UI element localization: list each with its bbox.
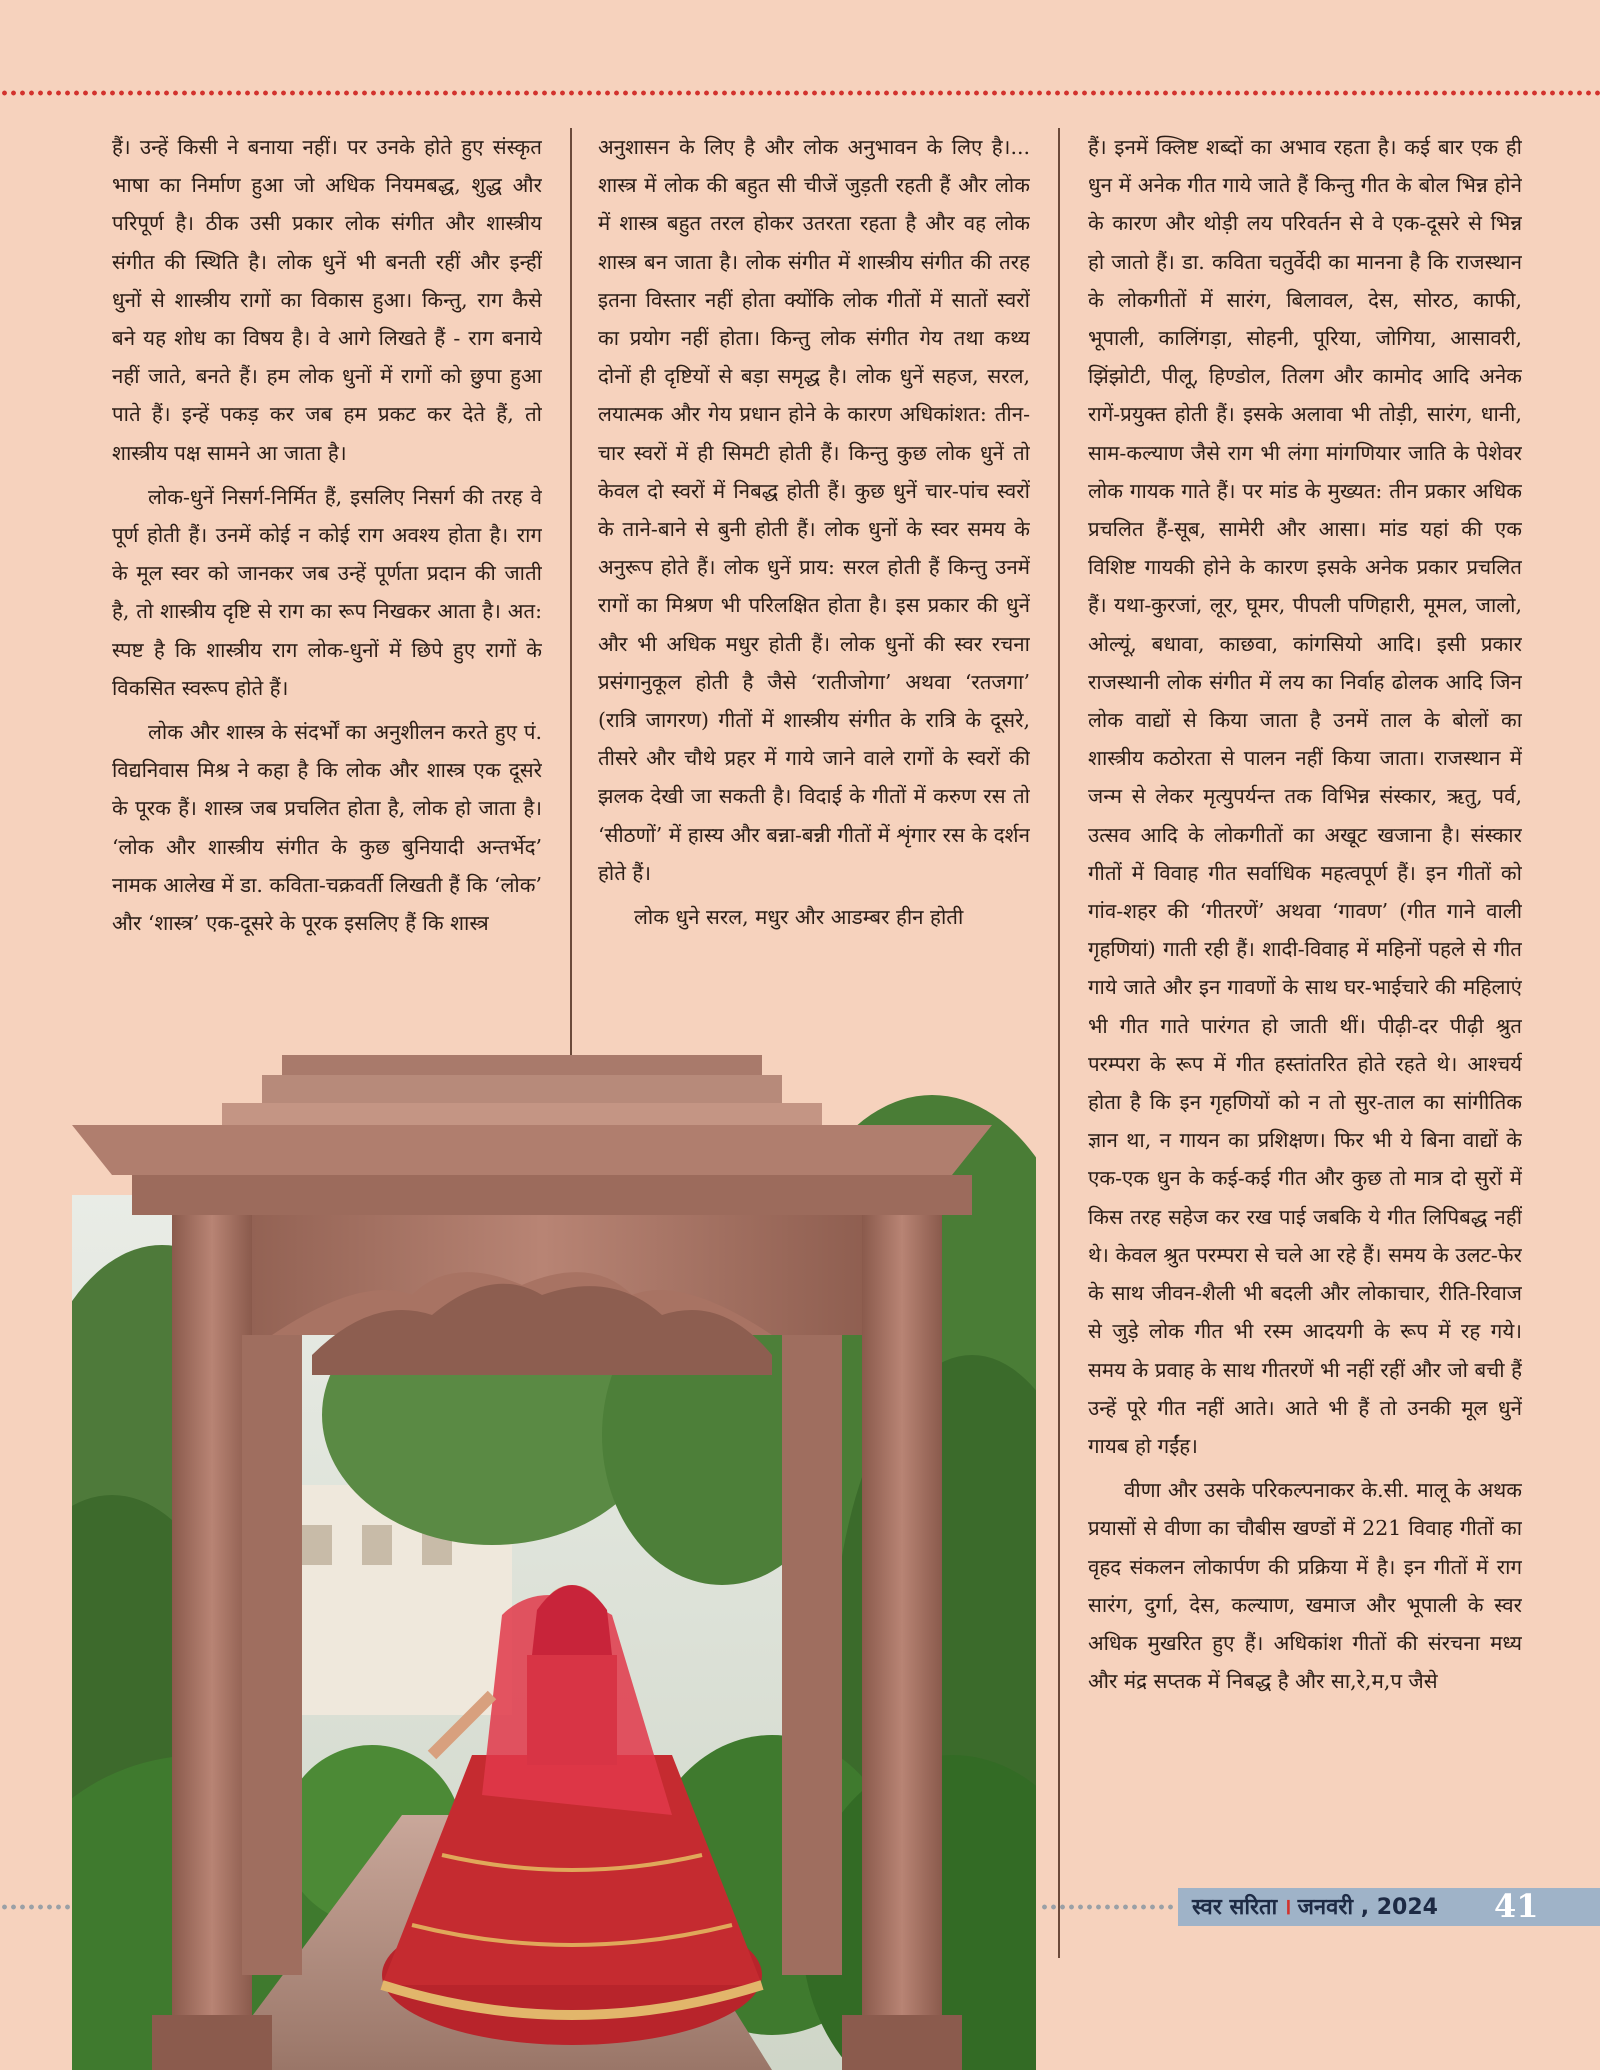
paragraph: लोक और शास्त्र के संदर्भों का अनुशीलन करते हुए पं. विद्यनिवास मिश्र ने कहा है कि लोक और शास्त्र एक दूसरे के पूरक हैं। शास्त्र जब प्रचलित होता है, लोक हो जाता है। ‘लोक और शास्त्रीय संगीत के कुछ बुनियादी अन्तर्भेद’ नामक आलेख में डा. कविता-चक्रवर्ती लिखती हैं कि ‘लोक’ और ‘शास्त्र’ एक-दूसरे के पूरक इसलिए हैं कि शास्त्र xyxy=(112,720,542,936)
issue-date: जनवरी , 2024 xyxy=(1297,1895,1438,1920)
paragraph: वीणा और उसके परिकल्पनाकर के.सी. मालू के अथक प्रयासों से वीणा का चौबीस खण्डों में 221 विवाह गीतों का वृहद संकलन लोकार्पण की प्रक्रिया में है। इन गीतों में राग सारंग, दुर्गा, देस, कल्याण, खमाज और भूपाली के स्वर अधिक मुखरित हुए हैं। अधिकांश गीतों की संरचना मध्य और मंद्र सप्तक में निबद्ध है और सा,रे,म,प जैसे xyxy=(1088,1478,1522,1694)
text-column-1 xyxy=(112,128,542,1053)
page-number: 41 xyxy=(1494,1887,1539,1925)
footer-separator: । xyxy=(1283,1895,1292,1920)
text-column-2 xyxy=(598,128,1030,1053)
paragraph: हैं। इनमें क्लिष्ट शब्दों का अभाव रहता है। कई बार एक ही धुन में अनेक गीत गाये जाते हैं किन्तु गीत के बोल भिन्न होने के कारण और थोड़ी लय परिवर्तन से वे एक-दूसरे से भिन्न हो जातो हैं। डा. कविता चतुर्वेदी का मानना है कि राजस्थान के लोकगीतों में सारंग, बिलावल, देस, सोरठ, काफी, भूपाली, कालिंगड़ा, सोहनी, पूरिया, जोगिया, आसावरी, झिंझोटी, पीलू, हिण्डोल, तिलग और कामोद आदि अनेक रागें-प्रयुक्त होती हैं। इसके अलावा भी तोड़ी, सारंग, धानी, साम-कल्याण जैसे राग भी लंगा मांगणियार जाति के पेशेवर लोक गायक गाते हैं। पर मांड के मुख्यत: तीन प्रकार अधिक प्रचलित हैं-सूब, सामेरी और आसा। मांड यहां की एक विशिष्ट गायकी होने के कारण इसके अनेक प्रकार प्रचलित हैं। यथा-कुरजां, लूर, घूमर, पीपली पणिहारी, मूमल, जालो, ओल्यूं, बधावा, काछवा, कांगसियो आदि। इसी प्रकार राजस्थानी लोक संगीत में लय का निर्वाह ढोलक आदि जिन लोक वाद्यों से किया जाता है उनमें ताल के बोलों का शास्त्रीय कठोरता से पालन नहीं किया जाता। राजस्थान में जन्म से लेकर मृत्युपर्यन्त तक विभिन्न संस्कार, ऋतु, पर्व, उत्सव आदि के लोकगीतों का अखूट खजाना है। संस्कार गीतों में विवाह गीत सर्वाधिक महत्वपूर्ण हैं। इन गीतों को गांव-शहर की ‘गीतरणें’ अथवा ‘गावण’ (गीत गाने वाली गृहणियां) गाती रही हैं। शादी-विवाह में महिनों पहले से गीत गाये जाते और इन गावणों के साथ घर-भाईचारे की महिलाएं भी गीत गाते पारंगत हो जाती थीं। पीढ़ी-दर पीढ़ी श्रुत परम्परा के रूप में गीत हस्तांतरित होते रहते थे। आश्चर्य होता है कि इन गृहणियों को न तो सुर-ताल का सांगीतिक ज्ञान था, न गायन का प्रशिक्षण। फिर भी ये बिना वाद्यों के एक-एक धुन के कई-कई गीत और कुछ तो मात्र दो सुरों में किस तरह सहेज कर रख पाई जबकि ये गीत लिपिबद्ध नहीं थे। केवल श्रुत परम्परा से चले आ रहे हैं। समय के उलट-फेर के साथ जीवन-शैली भी बदली और लोकाचार, रीति-रिवाज से जुड़े लोक गीत भी रस्म आदयगी के रूप में रह गये। समय के प्रवाह के साथ गीतरणें भी नहीं रहीं और जो बची हैं उन्हें पूरे गीत नहीं आते। आते भी हैं तो उनकी मूल धुनें गायब हो गईंह। xyxy=(1088,135,1522,1458)
column-divider xyxy=(570,128,572,1058)
paragraph: अनुशासन के लिए है और लोक अनुभावन के लिए है।... शास्त्र में लोक की बहुत सी चीजें जुड़ती रहती हैं और लोक में शास्त्र बहुत तरल होकर उतरता रहता है और वह लोक शास्त्र बन जाता है। लोक संगीत में शास्त्रीय संगीत की तरह इतना विस्तार नहीं होता क्योंकि लोक गीतों में सातों स्वरों का प्रयोग नहीं होता। किन्तु लोक संगीत गेय तथा कथ्य दोनों ही दृष्टियों से बड़ा समृद्ध है। लोक धुनें सहज, सरल, लयात्मक और गेय प्रधान होने के कारण अधिकांशत: तीन-चार स्वरों में ही सिमटी होती हैं। किन्तु कुछ लोक धुनें तो केवल दो स्वरों में निबद्ध होती हैं। कुछ धुनें चार-पांच स्वरों के ताने-बाने से बुनी होती हैं। लोक धुनों के स्वर समय के अनुरूप होते हैं। लोक धुनें प्राय: सरल होती हैं किन्तु उनमें रागों का मिश्रण भी परिलक्षित होता है। इस प्रकार की धुनें और भी अधिक मधुर होती हैं। लोक धुनों की स्वर रचना प्रसंगानुकूल होती है जैसे ‘रातीजोगा’ अथवा ‘रतजगा’ (रात्रि जागरण) गीतों में शास्त्रीय संगीत के रात्रि के दूसरे, तीसरे और चौथे प्रहर में गाये जाने वाले रागों के स्वरों की झलक देखी जा सकती है। विदाई के गीतों में करुण रस तो ‘सीठणों’ में हास्य और बन्ना-बन्नी गीतों में शृंगार रस के दर्शन होते हैं। xyxy=(598,135,1030,885)
paragraph: लोक-धुनें निसर्ग-निर्मित हैं, इसलिए निसर्ग की तरह वे पूर्ण होती हैं। उनमें कोई न कोई राग अवश्य होता है। राग के मूल स्वर को जानकर जब उन्हें पूर्णता प्रदान की जाती है, तो शास्त्रीय दृष्टि से राग का रूप निखकर आता है। अत: स्पष्ट है कि शास्त्रीय राग लोक-धुनों में छिपे हुए रागों के विकसित स्वरूप होते हैं। xyxy=(112,484,542,700)
footer-dots-right xyxy=(1040,1904,1175,1910)
footer-dots-left xyxy=(0,1904,70,1910)
magazine-name: स्वर सरिता xyxy=(1192,1895,1278,1920)
column-divider xyxy=(1058,128,1060,1958)
footer-issue-info xyxy=(1192,1889,1438,1927)
paragraph: लोक धुने सरल, मधुर और आडम्बर हीन होती xyxy=(634,905,964,930)
bride-pavilion-photo xyxy=(72,1055,1036,2070)
paragraph: हैं। उन्हें किसी ने बनाया नहीं। पर उनके होते हुए संस्कृत भाषा का निर्माण हुआ जो अधिक नियमबद्ध, शुद्ध और परिपूर्ण है। ठीक उसी प्रकार लोक संगीत और शास्त्रीय संगीत की स्थिति है। लोक धुनें भी बनती रहीं और इन्हीं धुनों से शास्त्रीय रागों का विकास हुआ। किन्तु, राग कैसे बने यह शोध का विषय है। वे आगे लिखते हैं - राग बनाये नहीं जाते, बनते हैं। हम लोक धुनों में रागों को छुपा हुआ पाते हैं। इन्हें पकड़ कर जब हम प्रकट कर देते हैं, तो शास्त्रीय पक्ष सामने आ जाता है। xyxy=(112,135,542,465)
text-column-3 xyxy=(1088,128,1522,1968)
top-dotted-border xyxy=(0,90,1600,96)
